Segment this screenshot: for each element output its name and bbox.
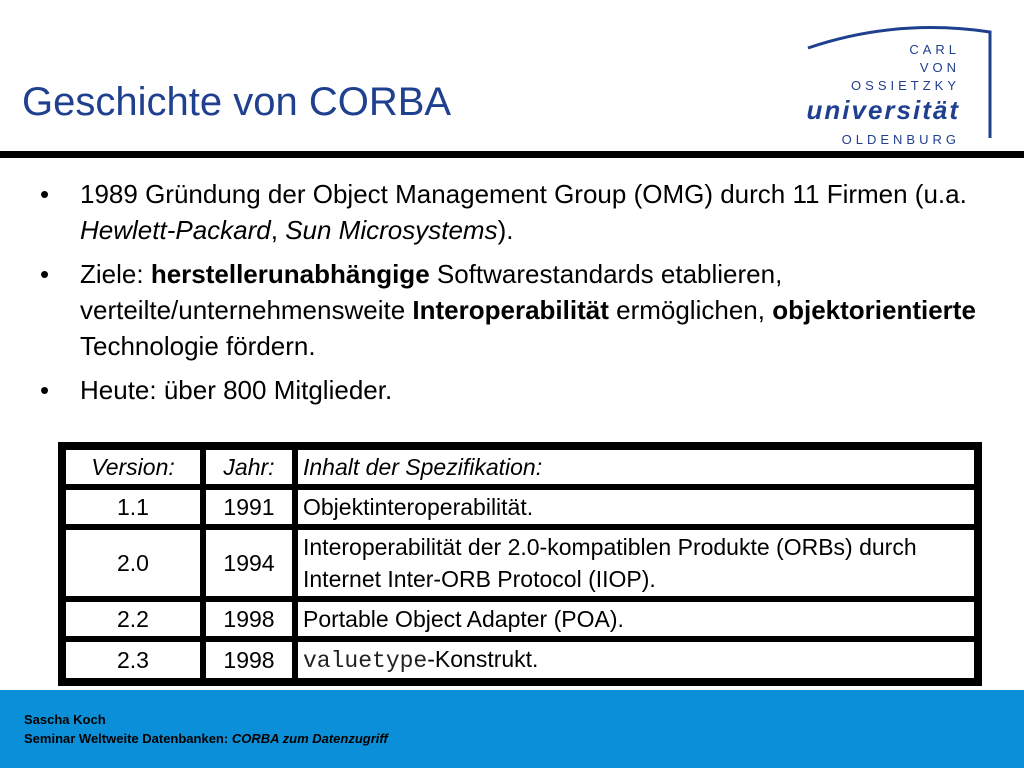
bullet-founding-end: ). [497, 215, 514, 245]
goals-vendor-independent: herstellerunabhängige [150, 259, 430, 289]
goals-interoperability: Interoperabilität [412, 295, 609, 325]
cell-content: Portable Object Adapter (POA). [295, 599, 977, 639]
cell-content-suffix: -Konstrukt. [427, 646, 539, 672]
logo-line-von: VON [919, 60, 960, 75]
header-version: Version: [63, 447, 203, 487]
company-hewlett-packard: Hewlett-Packard [80, 215, 271, 245]
bullet-list [40, 176, 1000, 416]
slide-title: Geschichte von CORBA [22, 80, 452, 124]
bullet-members-text: Heute: über 800 Mitglieder. [80, 375, 393, 405]
cell-content [295, 639, 977, 681]
bullet-dot-icon: • [40, 375, 50, 405]
bullet-item-goals [40, 256, 1000, 364]
footer-seminar-prefix: Seminar Weltweite Datenbanken: [24, 731, 232, 746]
logo-line-ossietzky: OSSIETZKY [851, 78, 960, 93]
table-row [63, 527, 977, 599]
logo-line-carl: CARL [909, 42, 960, 57]
cell-content: Objektinteroperabilität. [295, 487, 977, 527]
bullet-item-members [40, 372, 1000, 408]
header-year: Jahr: [203, 447, 295, 487]
cell-year: 1994 [203, 527, 295, 599]
table-row [63, 599, 977, 639]
footer-seminar-topic: CORBA zum Datenzugriff [231, 731, 388, 746]
header-content: Inhalt der Spezifikation: [295, 447, 977, 487]
goals-end: Technologie fördern. [80, 331, 316, 361]
cell-version: 2.0 [63, 527, 203, 599]
cell-year: 1998 [203, 639, 295, 681]
cell-version: 1.1 [63, 487, 203, 527]
table-row [63, 639, 977, 681]
cell-year: 1991 [203, 487, 295, 527]
bullet-founding-text: 1989 Gründung der Object Management Group (OMG) durch 11 Firmen (u.a. [80, 179, 967, 209]
code-valuetype: valuetype [303, 648, 428, 674]
logo-university-name: universität [806, 95, 960, 125]
bullet-dot-icon: • [40, 179, 50, 209]
version-history-table [58, 442, 982, 686]
table-row [63, 487, 977, 527]
cell-year: 1998 [203, 599, 295, 639]
cell-version: 2.2 [63, 599, 203, 639]
university-logo [806, 20, 1006, 145]
cell-version: 2.3 [63, 639, 203, 681]
bullet-dot-icon: • [40, 259, 50, 289]
company-sun-microsystems: Sun Microsystems [285, 215, 498, 245]
cell-content: Interoperabilität der 2.0-kompatiblen Produkte (ORBs) durch Internet Inter-ORB Protocol (IIOP). [295, 527, 977, 599]
goals-object-oriented: objektorientierte [772, 295, 976, 325]
footer-author: Sascha Koch [24, 712, 106, 727]
logo-city: OLDENBURG [841, 132, 960, 147]
footer-bar [0, 690, 1024, 768]
goals-prefix: Ziele: [80, 259, 151, 289]
bullet-item-founding [40, 176, 1000, 248]
goals-text-1: Softwarestandards etablieren, verteilte/unternehmensweite [80, 259, 783, 325]
company-separator: , [270, 215, 286, 245]
goals-text-2: ermöglichen, [608, 295, 773, 325]
title-divider [0, 151, 1024, 158]
table-header-row [63, 447, 977, 487]
footer-seminar [24, 731, 388, 746]
